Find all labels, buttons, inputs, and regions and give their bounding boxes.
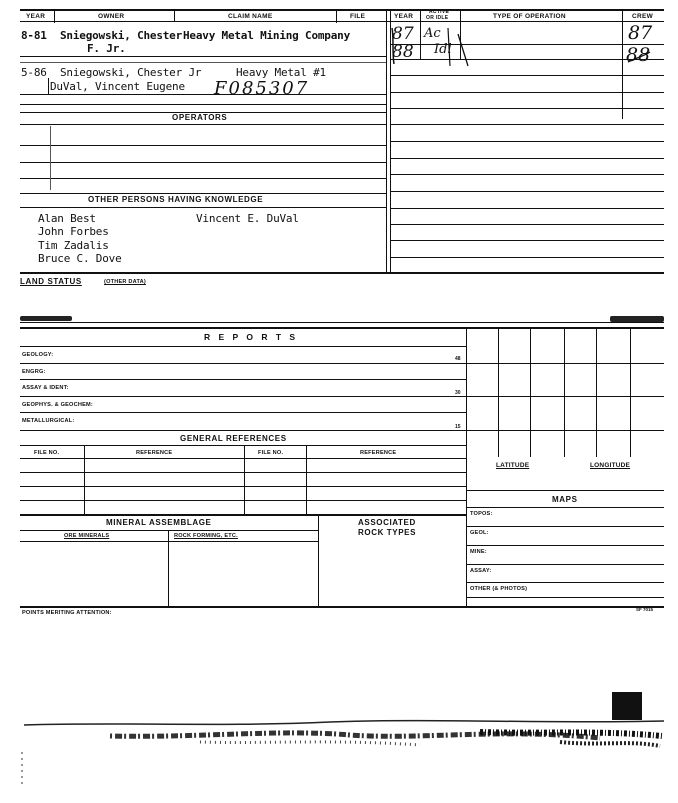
report-number: 48 — [455, 356, 461, 362]
handwritten-operation: Idl — [434, 42, 452, 57]
handwritten-file-number: F085307 — [214, 78, 310, 99]
scan-artifact — [0, 680, 678, 803]
person-name: Tim Zadalis — [38, 239, 109, 252]
mineral-assemblage-heading: MINERAL ASSEMBLAGE — [106, 518, 212, 527]
maps-row-label: ASSAY: — [470, 568, 492, 574]
owner-row-year: 5-86 — [21, 66, 47, 79]
report-number: 30 — [455, 390, 461, 396]
owner-row-owner: F. Jr. — [87, 42, 126, 55]
associated-rock-types-heading: ROCK TYPES — [358, 528, 417, 537]
other-persons-heading: OTHER PERSONS HAVING KNOWLEDGE — [88, 195, 264, 204]
owner-row-year: 8-81 — [21, 29, 47, 42]
handwritten-year: 88 — [392, 42, 414, 62]
header-or-idle: OR IDLE — [426, 15, 449, 21]
report-label-geology: GEOLOGY: — [22, 352, 54, 358]
maps-row-label: TOPOS: — [470, 511, 493, 517]
points-meriting-attention-label: POINTS MERITING ATTENTION: — [22, 610, 112, 616]
reports-heading: R E P O R T S — [204, 332, 299, 342]
associated-rock-types-heading: ASSOCIATED — [358, 518, 416, 527]
handwritten-year: 87 — [392, 24, 414, 44]
ref-header-reference: REFERENCE — [360, 450, 397, 456]
person-name: Vincent E. DuVal — [196, 212, 299, 225]
handwritten-crew: 87 — [628, 22, 653, 44]
scan-smudge — [20, 316, 72, 321]
handwritten-crew: 88 — [626, 44, 651, 66]
report-label-assay: ASSAY & IDENT: — [22, 385, 69, 391]
general-references-heading: GENERAL REFERENCES — [180, 434, 287, 443]
owner-row-owner: DuVal, Vincent Eugene — [50, 80, 185, 93]
header-claim-name: CLAIM NAME — [228, 13, 273, 20]
header-file: FILE — [350, 13, 366, 20]
header-crew: CREW — [632, 13, 654, 20]
maps-row-label: MINE: — [470, 549, 487, 555]
form-code: SF 7015 — [636, 607, 654, 612]
report-label-engrg: ENGRG: — [22, 369, 46, 375]
header-year: YEAR — [26, 13, 46, 20]
person-name: Bruce C. Dove — [38, 252, 122, 265]
owner-row-claim: Heavy Metal #1 — [236, 66, 326, 79]
person-name: John Forbes — [38, 225, 109, 238]
handwritten-operation: Ac — [424, 26, 441, 41]
header-type-of-operation: TYPE OF OPERATION — [493, 13, 566, 20]
maps-heading: MAPS — [552, 495, 578, 504]
header-owner: OWNER — [98, 13, 125, 20]
rock-forming-header: ROCK FORMING, ETC. — [174, 533, 238, 539]
operators-heading: OPERATORS — [172, 113, 228, 122]
owner-row-claim: Heavy Metal Mining Company — [183, 29, 350, 42]
maps-row-label: GEOL: — [470, 530, 489, 536]
longitude-label: LONGITUDE — [590, 462, 631, 469]
maps-row-label: OTHER (& PHOTOS) — [470, 586, 528, 592]
report-number: 15 — [455, 424, 461, 430]
ref-header-file-no: FILE NO. — [34, 450, 60, 456]
land-status-heading: LAND STATUS — [20, 277, 82, 286]
report-label-geophys: GEOPHYS. & GEOCHEM: — [22, 402, 93, 408]
handwritten-strokes — [388, 22, 668, 72]
report-label-metallurgical: METALLURGICAL: — [22, 418, 75, 424]
ref-header-file-no: FILE NO. — [258, 450, 284, 456]
owner-row-owner: Sniegowski, Chester Jr — [60, 66, 202, 79]
land-status-subheading: (OTHER DATA) — [104, 279, 146, 285]
ref-header-reference: REFERENCE — [136, 450, 173, 456]
header-year-2: YEAR — [394, 13, 414, 20]
latitude-label: LATITUDE — [496, 462, 530, 469]
ore-minerals-header: ORE MINERALS — [64, 533, 110, 539]
person-name: Alan Best — [38, 212, 96, 225]
owner-row-owner: Sniegowski, Chester — [60, 29, 183, 42]
header-active: ACTIVE — [429, 9, 450, 15]
